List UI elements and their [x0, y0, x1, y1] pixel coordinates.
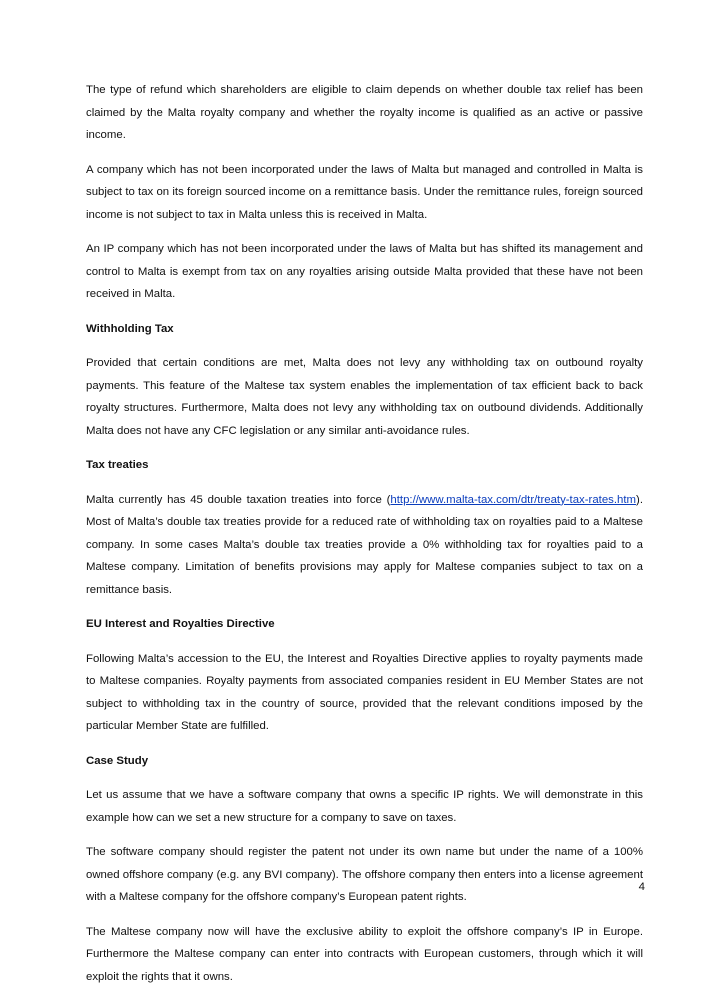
treaties-text-before-link: Malta currently has 45 double taxation treaties into force (	[86, 493, 391, 506]
paragraph-withholding-tax: Provided that certain conditions are met, Malta does not levy any withholding tax on outbound royalty payments. This feature of the Maltese tax system enables the implementation of tax efficient back to back royalty structures. Furthermore, Malta does not levy any withholding tax on outbound dividends. Additionally Malta does not have any CFC legislation or any similar anti-avoidance rules.	[86, 357, 643, 437]
heading-case-study: Case Study	[86, 754, 149, 767]
heading-tax-treaties: Tax treaties	[86, 459, 149, 471]
heading-eu-directive: EU Interest and Royalties Directive	[86, 618, 275, 630]
paragraph-ip-company: An IP company which has not been incorporated under the laws of Malta but has shifted its management and control to Malta is exempt from tax on any royalties arising outside Malta provided that these have not been received in Malta.	[86, 243, 643, 300]
heading-withholding-tax: Withholding Tax	[86, 322, 174, 335]
paragraph-eu-directive: Following Malta’s accession to the EU, the Interest and Royalties Directive applies to royalty payments made to Maltese companies. Royalty payments from associated companies resident in EU Member States are not subject to withholding tax in the country of source, provided that the relevant conditions imposed by the particular Member State are fulfilled.	[86, 652, 643, 732]
treaty-rates-link[interactable]: http://www.malta-tax.com/dtr/treaty-tax-rates.htm	[390, 493, 637, 506]
paragraph-tax-treaties	[86, 489, 643, 602]
paragraph-case-study-2: The software company should register the patent not under its own name but under the name of a 100% owned offshore company (e.g. any BVI company). The offshore company then enters into a license agreement with a Maltese company for the offshore company’s European patent rights.	[86, 846, 643, 903]
paragraph-case-study-1: Let us assume that we have a software company that owns a specific IP rights. We will demonstrate in this example how can we set a new structure for a company to save on taxes.	[86, 789, 643, 824]
document-page	[86, 79, 643, 1000]
paragraph-remittance: A company which has not been incorporated under the laws of Malta but managed and controlled in Malta is subject to tax on its foreign sourced income on a remittance basis. Under the remittance rules, foreign sourced income is not subject to tax in Malta unless this is received in Malta.	[86, 163, 643, 221]
paragraph-case-study-3: The Maltese company now will have the exclusive ability to exploit the offshore company’s IP in Europe. Furthermore the Maltese company can enter into contracts with European customers, through which it will exploit the rights that it owns.	[86, 925, 643, 983]
page-number: 4	[638, 881, 645, 893]
paragraph-refund: The type of refund which shareholders are eligible to claim depends on whether double tax relief has been claimed by the Malta royalty company and whether the royalty income is qualified as an active or passive income.	[86, 84, 643, 141]
treaties-text-after-link: ). Most of Malta’s double tax treaties provide for a reduced rate of withholding tax on royalties paid to a Maltese company. In some cases Malta’s double tax treaties provide a 0% withholding tax for royalties paid to a Maltese company. Limitation of benefits provisions may apply for Maltese companies subject to tax on a remittance basis.	[86, 493, 643, 596]
